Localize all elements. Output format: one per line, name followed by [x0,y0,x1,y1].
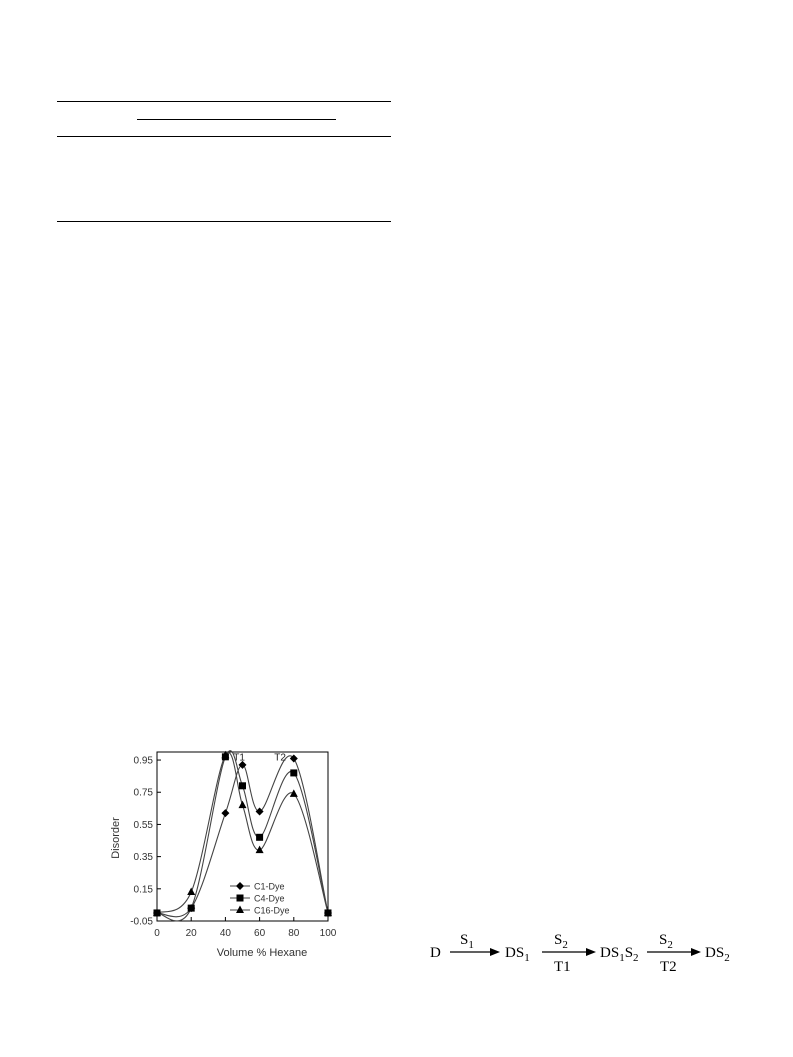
species-ds1s2: $DS_1S_2$ [600,945,639,964]
y-tick-label: 0.35 [133,852,153,864]
chart-legend [230,882,290,916]
arrow1-label: $S_1$ [460,932,474,951]
data-point-c16-dye [187,888,195,896]
y-tick-label: 0.95 [133,755,153,767]
legend-label: C1-Dye [254,881,285,892]
x-axis-label: Volume % Hexane [216,947,308,959]
arrow3-under-label: T2 [660,959,677,975]
table-group-rule [137,119,336,120]
legend-label: C16-Dye [254,905,290,916]
chart-annotations [233,753,286,764]
arrow2-over-label: $S_2$ [554,932,568,951]
y-tick-label: 0.15 [133,884,153,896]
series-line-c16-dye [157,753,328,913]
data-point-c1-dye [221,809,229,817]
legend-label: C4-Dye [254,893,285,904]
y-axis-label: Disorder [110,817,122,859]
annotation-t1: T1 [233,752,245,764]
x-tick-label: 80 [288,928,300,939]
table-bottom-rule [57,221,391,222]
y-tick-label: 0.55 [133,819,153,831]
arrow2-head [586,948,596,956]
species-ds2: $DS_2$ [705,945,730,964]
x-tick-label: 0 [154,928,160,939]
species-d: D [430,945,441,961]
data-point-c4-dye [256,834,263,841]
reaction-scheme [420,925,750,975]
y-tick-label: 0.75 [133,787,153,799]
x-tick-label: 100 [319,928,337,939]
data-point-c16-dye [239,801,247,809]
arrow3-over-label: $S_2$ [659,932,673,951]
legend-marker [237,895,244,902]
data-point-c4-dye [290,769,297,776]
species-ds1: $DS_1$ [505,945,530,964]
disorder-chart [105,748,345,960]
table-top-rule [57,101,391,102]
legend-marker [236,882,244,890]
x-tick-label: 20 [185,928,197,939]
arrow2-under-label: T1 [554,959,571,975]
arrow1-head [490,948,500,956]
arrow3-head [691,948,701,956]
table-header-rule [57,136,391,137]
chart-markers [153,751,332,917]
data-point-c4-dye [239,782,246,789]
y-tick-label: -0.05 [130,916,153,928]
annotation-t2: T2 [274,752,286,764]
x-tick-label: 40 [219,928,231,939]
series-line-c1-dye [157,756,328,917]
x-tick-label: 60 [254,928,266,939]
legend-marker [236,906,244,914]
data-point-c4-dye [188,905,195,912]
